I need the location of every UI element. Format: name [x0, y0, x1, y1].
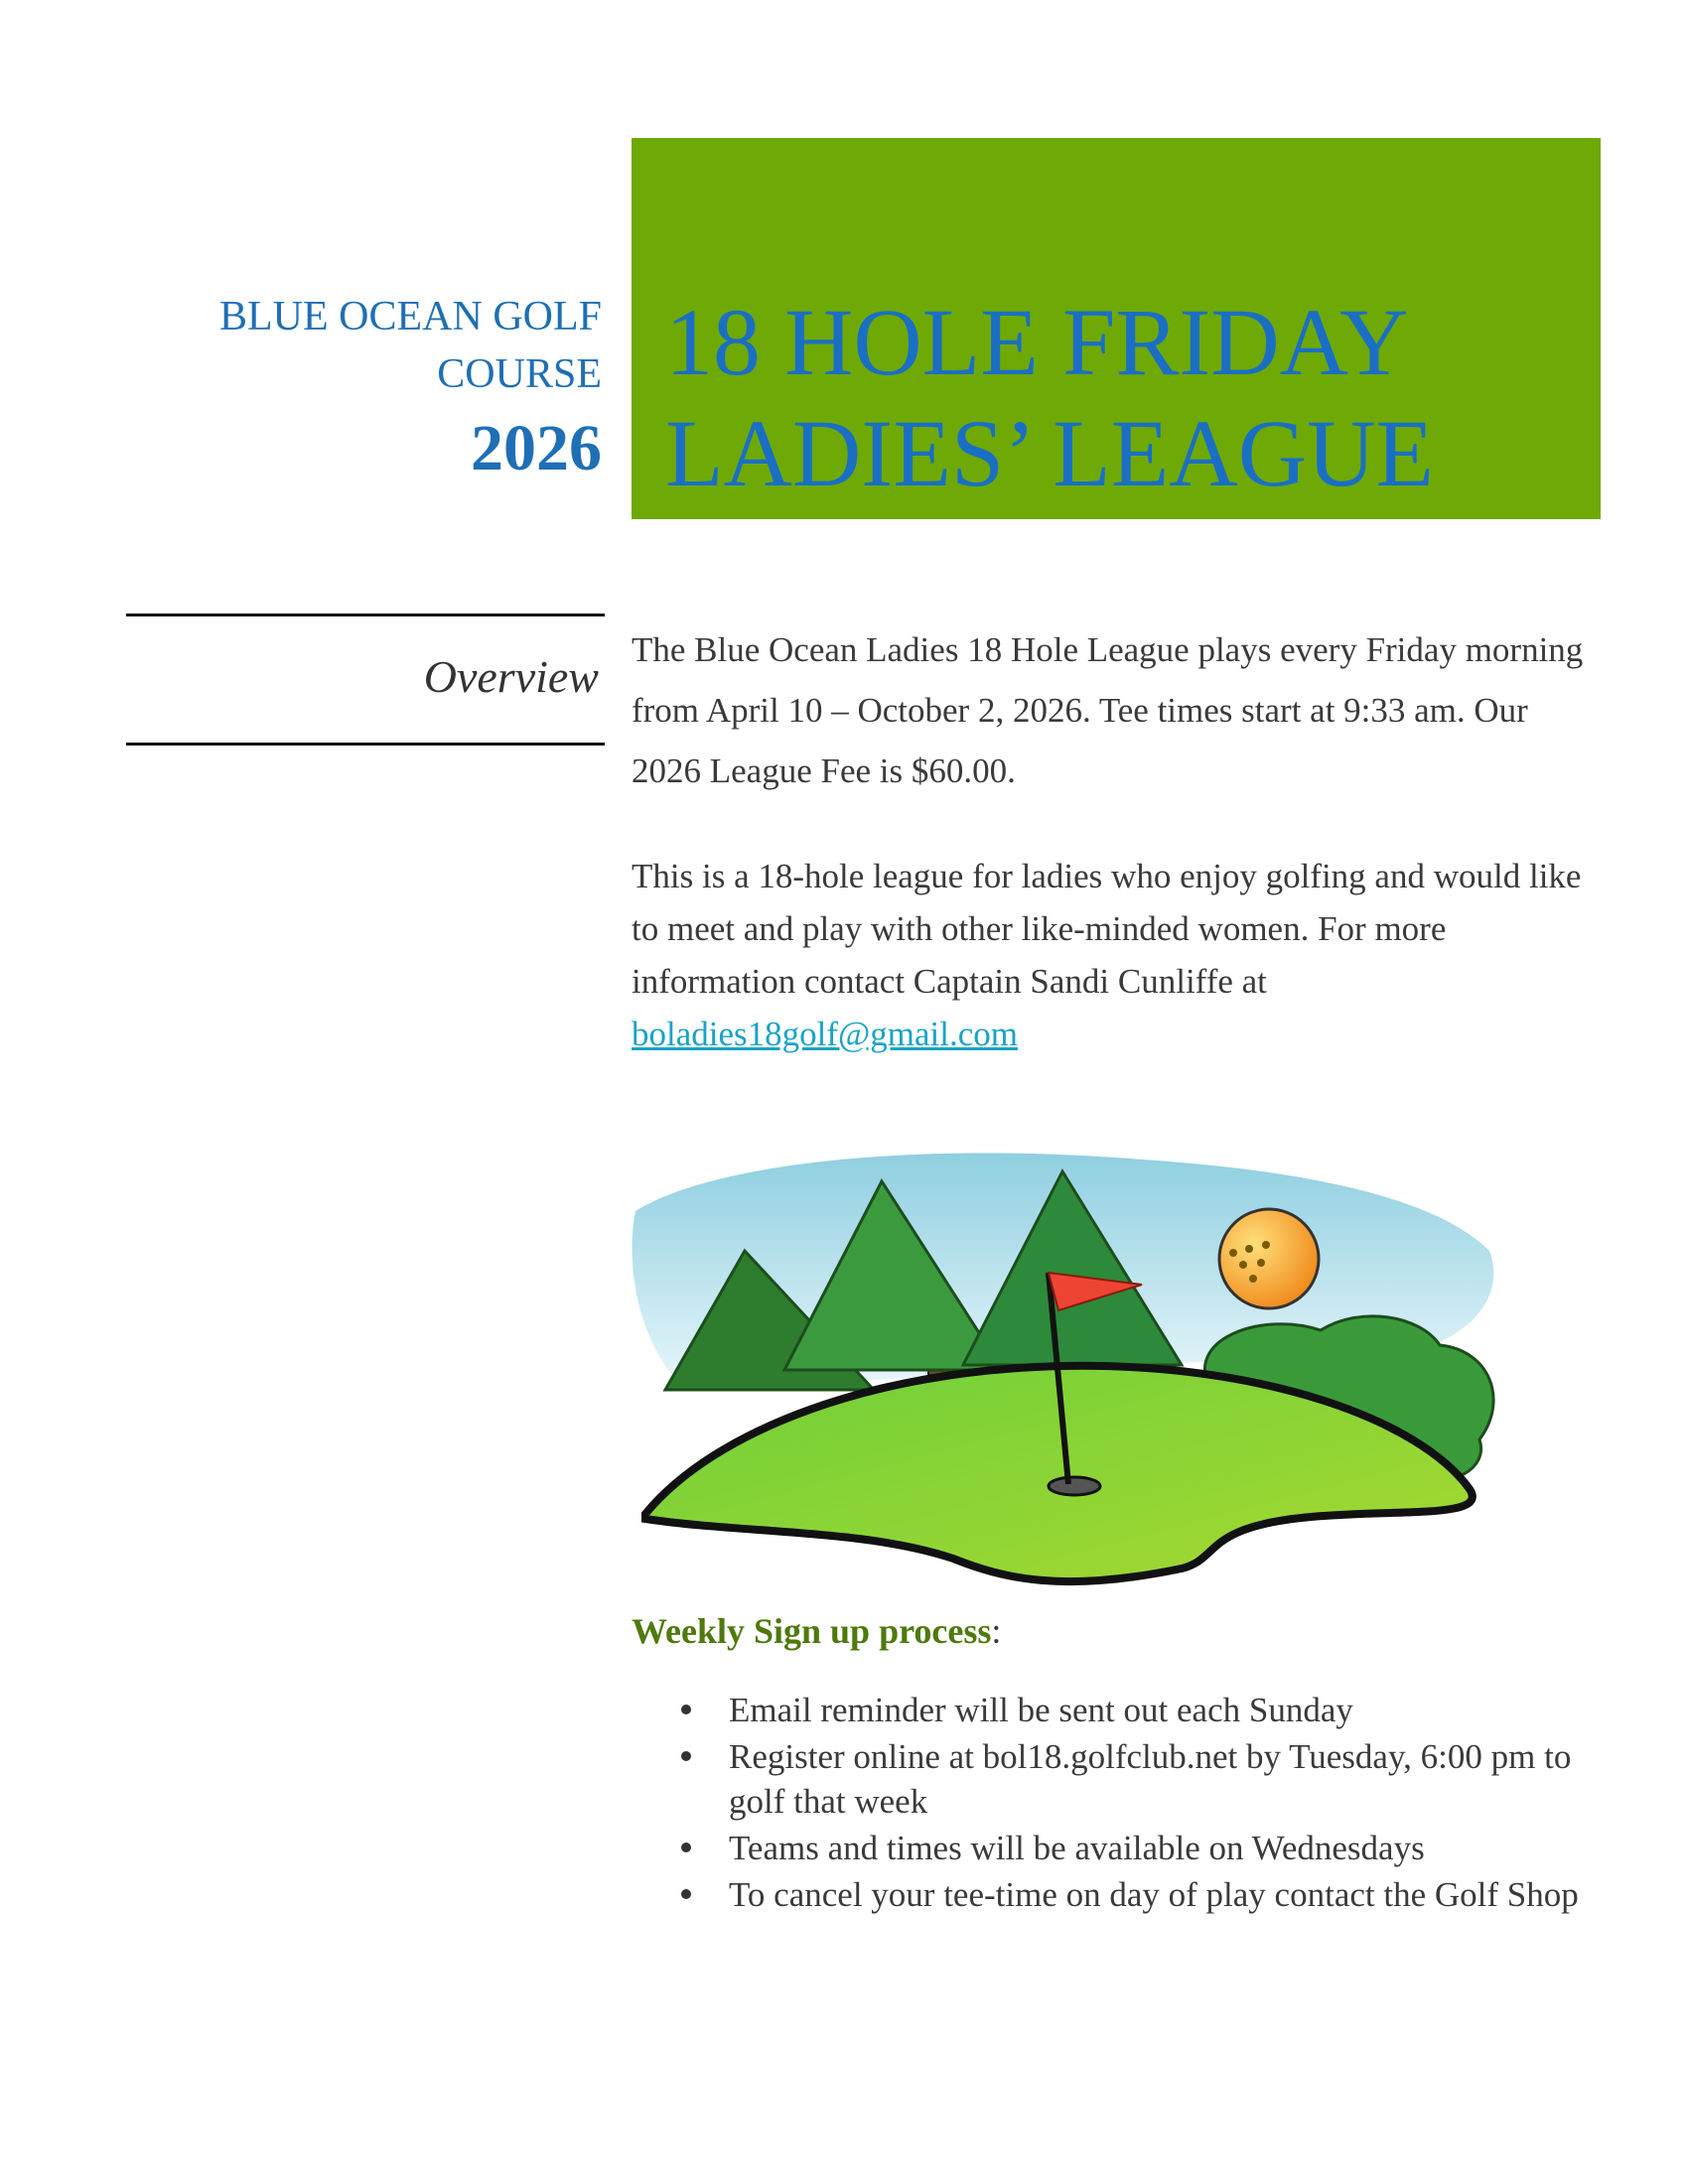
- bullet-icon: [681, 1705, 691, 1714]
- golf-course-icon: [626, 1142, 1509, 1598]
- page-title-line2: LADIES’ LEAGUE: [665, 400, 1435, 506]
- course-header: [119, 288, 602, 488]
- overview-paragraph-2: [632, 850, 1585, 1060]
- list-item: [632, 1688, 1595, 1732]
- course-name-line1: BLUE OCEAN GOLF: [219, 294, 602, 340]
- list-item: [632, 1826, 1595, 1870]
- season-year: 2026: [471, 412, 602, 484]
- list-item: [632, 1734, 1595, 1824]
- sun-golf-ball: [1219, 1209, 1319, 1308]
- page-title: [665, 287, 1589, 509]
- course-name-line2: COURSE: [437, 351, 602, 397]
- overview-rule-bottom: [126, 743, 605, 746]
- title-banner: [632, 138, 1601, 519]
- bullet-icon: [681, 1751, 691, 1761]
- list-item-text: Register online at bol18.golfclub.net by Tuesday, 6:00 pm to golf that week: [729, 1737, 1572, 1821]
- signup-heading: [632, 1606, 1001, 1656]
- overview-paragraph-1: The Blue Ocean Ladies 18 Hole League plays every Friday morning from April 10 – October 2, 2026. Tee times start at 9:33 am. Our 2026 League Fee is $60.00.: [632, 630, 1584, 790]
- list-item-text: Teams and times will be available on Wednesdays: [729, 1829, 1425, 1867]
- bullet-icon: [681, 1843, 691, 1852]
- contact-text: This is a 18-hole league for ladies who enjoy golfing and would like to meet and play with other like-minded women. For more information contact Captain Sandi Cunliffe at: [632, 857, 1582, 1001]
- hole-cup: [1049, 1477, 1100, 1495]
- signup-title: Weekly Sign up process: [632, 1611, 992, 1651]
- bullet-icon: [681, 1889, 691, 1899]
- overview-heading: Overview: [423, 651, 599, 702]
- page-title-line1: 18 HOLE FRIDAY: [665, 289, 1409, 395]
- contact-email-link[interactable]: boladies18golf@gmail.com: [632, 1015, 1018, 1053]
- list-item: [632, 1872, 1595, 1917]
- list-item-text: To cancel your tee-time on day of play contact the Golf Shop: [729, 1875, 1579, 1914]
- list-item-text: Email reminder will be sent out each Sunday: [729, 1691, 1353, 1729]
- signup-list: [632, 1688, 1595, 1919]
- signup-title-colon: :: [991, 1611, 1002, 1651]
- overview-rule-top: [126, 614, 605, 616]
